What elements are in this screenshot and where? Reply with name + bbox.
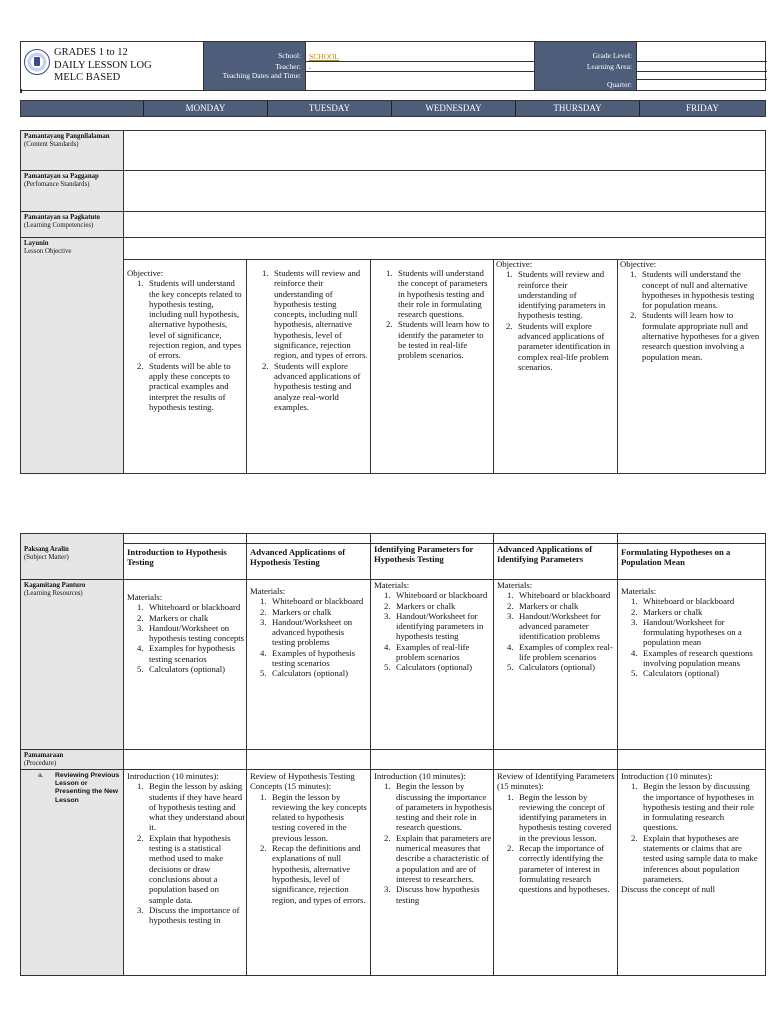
objective-wednesday: 1. Students will understand the concept of parameters in hypothesis testing and their role in formulating research questions. 2. Students will learn how to identify the parameter to be tested in real-life problem scenarios.: [386, 268, 490, 361]
content-standards-label: Pamantayang Pangnilalaman (Content Standards): [21, 131, 124, 170]
col-divider: [370, 260, 371, 474]
day-wednesday: WEDNESDAY: [391, 101, 515, 116]
col-divider: [370, 534, 371, 975]
teacher-label: Teacher:: [275, 62, 301, 71]
materials-friday: Materials: 1. Whiteboard or blackboard 2. Markers or chalk 3. Handout/Worksheet for formulating hypotheses on a population mean 4. Examples of research questions involving population means 5. Calculators (optional): [621, 586, 753, 679]
objective-thursday: Objective: 1. Students will review and reinforce their understanding of identifying parameters in hypothesis testing. 2. Students will explore advanced applications of parameter identification in complex real-life problem scenarios.: [496, 259, 611, 372]
row-divider: [21, 170, 765, 171]
area-label: Learning Area:: [586, 62, 632, 71]
title-line-1: GRADES 1 to 12: [54, 47, 128, 58]
school-value: SCHOOL: [309, 52, 340, 61]
topic-monday: Introduction to Hypothesis Testing: [127, 547, 227, 568]
objective-label: Layunin Lesson Objective: [21, 238, 124, 473]
topic-wednesday: Identifying Parameters for Hypothesis Testing: [374, 544, 474, 565]
day-friday: FRIDAY: [639, 101, 765, 116]
header-title: [54, 47, 152, 85]
grade-value-row: [637, 42, 767, 62]
materials-tuesday: Materials: 1. Whiteboard or blackboard 2. Markers or chalk 3. Handout/Worksheet on advanced hypothesis testing problems 4. Examples of hypothesis testing scenarios 5. Calculators (optional): [250, 586, 364, 679]
materials-wednesday: Materials: 1. Whiteboard or blackboard 2. Markers or chalk 3. Handout/Worksheet for identifying parameters in hypothesis testing 4. Examples of real-life problem scenarios 5. Calculators (optional): [374, 580, 488, 673]
area-value-row: [637, 62, 767, 72]
col-divider: [617, 260, 618, 474]
school-label: School:: [278, 51, 301, 60]
header-block: [20, 41, 766, 91]
objective-tuesday: 1. Students will review and reinforce their understanding of hypothesis testing concepts, including null hypothesis, alternative hypothesis, level of significance, rejection region, and types of errors. 2. Students will explore advanced applications of hypothesis testing and analyze real-world examples.: [262, 268, 368, 412]
teacher-value-row: [306, 62, 535, 72]
header-labels-right: [534, 42, 636, 90]
topic-friday: Formulating Hypotheses on a Population Mean: [621, 547, 731, 568]
day-monday: MONDAY: [143, 101, 267, 116]
day-thursday: THURSDAY: [515, 101, 639, 116]
title-line-2: DAILY LESSON LOG: [54, 59, 152, 71]
procedure-label: Pamamaraan (Procedure): [21, 750, 124, 769]
col-divider: [246, 260, 247, 474]
procedure-wednesday: Introduction (10 minutes): 1. Begin the lesson by discussing the importance of parameters in hypothesis testing and their role in research questions. 2. Explain that parameters are numerical measures that describe a characteristic of a population and are of interest to researchers. 3. Discuss how hypothesis testing: [374, 771, 492, 905]
col-divider: [246, 534, 247, 975]
blank-value-row: [637, 72, 767, 80]
subject-matter-label: Paksang Aralin (Subject Matter): [21, 544, 124, 579]
standards-objectives-table: [20, 130, 766, 474]
objective-friday: Objective: 1. Students will understand the concept of null and alternative hypotheses in hypothesis testing for population means. 2. Students will learn how to formulate appropriate null and alternative hypotheses for a given research question involving a population mean.: [620, 259, 760, 362]
day-tuesday: TUESDAY: [267, 101, 391, 116]
school-value-row: [306, 42, 535, 62]
row-divider: [21, 211, 765, 212]
blank-label: [21, 534, 124, 544]
performance-standards-label: Pamantayan sa Pagganap (Perfomance Standards): [21, 171, 124, 211]
row-divider: [21, 749, 765, 750]
procedure-friday: Introduction (10 minutes): 1. Begin the lesson by discussing the importance of hypotheses in hypothesis testing and their role in formulating research questions. 2. Explain that hypotheses are statements or claims that are tested using sample data to make inferences about population parameters. Discuss the concept of null: [621, 771, 758, 895]
objective-monday: Objective: 1. Students will understand the key concepts related to hypothesis testing, including null hypothesis, alternative hypothesis, level of significance, rejection region, and types of errors. 2. Students will be able to apply these concepts to practical examples and interpret the results of hypothesis testing.: [127, 268, 242, 412]
header-values-left: [305, 42, 534, 90]
header-labels-left: [203, 42, 305, 90]
learning-competencies-label: Pamantayan sa Pagkatuto (Learning Competencies): [21, 212, 124, 237]
procedure-a-text: a. Reviewing Previous Lesson or Presenting the New Lesson: [38, 772, 120, 804]
header-left-bar: [20, 89, 22, 93]
day-blank-cell: [21, 101, 143, 116]
grade-label: Grade Level:: [592, 51, 632, 60]
title-line-3: MELC BASED: [54, 72, 121, 83]
procedure-tuesday: Review of Hypothesis Testing Concepts (15 minutes): 1. Begin the lesson by reviewing the key concepts related to hypothesis testing covered in the previous lesson. 2. Recap the definitions and explanations of null hypothesis, alternative hypothesis, level of significance, rejection region, and types of errors.: [250, 771, 367, 905]
header-title-area: [21, 42, 203, 90]
row-divider: [21, 237, 765, 238]
quarter-label: Quarter:: [607, 80, 632, 89]
topic-tuesday: Advanced Applications of Hypothesis Testing: [250, 547, 346, 568]
materials-thursday: Materials: 1. Whiteboard or blackboard 2. Markers or chalk 3. Handout/Worksheet for advanced parameter identification problems 4. Examples of complex real-life problem scenarios 5. Calculators (optional): [497, 580, 613, 673]
deped-seal-icon: [24, 49, 50, 75]
teacher-value: .: [309, 62, 311, 71]
lesson-content-table: [20, 533, 766, 976]
materials-monday: Materials: 1. Whiteboard or blackboard 2. Markers or chalk 3. Handout/Worksheet on hypothesis testing concepts 4. Examples for hypothesis testing scenarios 5. Calculators (optional): [127, 592, 245, 675]
dates-label: Teaching Dates and Time:: [222, 71, 301, 80]
header-values-right: [636, 42, 766, 90]
col-divider: [493, 260, 494, 474]
day-header-bar: [20, 100, 766, 117]
procedure-thursday: Review of Identifying Parameters (15 minutes): 1. Begin the lesson by reviewing the concept of identifying parameters in hypothesis testing covered in the previous lesson. 2. Recap the importance of correctly identifying the parameter of interest in formulating research questions and hypotheses.: [497, 771, 615, 895]
topic-thursday: Advanced Applications of Identifying Parameters: [497, 544, 593, 565]
col-divider: [617, 534, 618, 975]
procedure-monday: Introduction (10 minutes): 1. Begin the lesson by asking students if they have heard of hypothesis testing and what they understand about it. 2. Explain that hypothesis testing is a statistical method used to make decisions or draw conclusions about a population based on sample data. 3. Discuss the importance of hypothesis testing in: [127, 771, 245, 926]
learning-resources-label: Kagamitang Panturo (Learning Resources): [21, 580, 124, 749]
row-divider: [21, 769, 765, 770]
col-divider: [493, 534, 494, 975]
